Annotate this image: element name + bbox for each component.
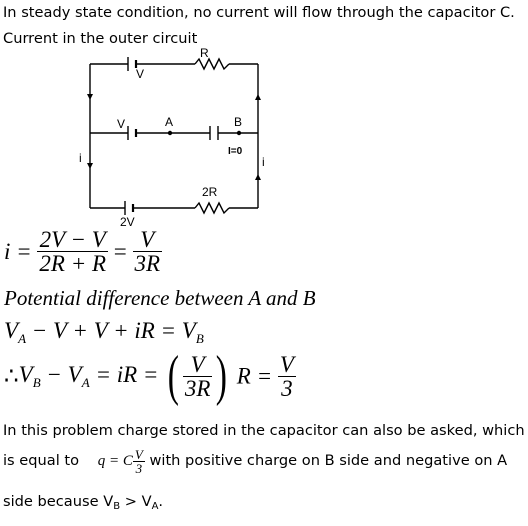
eq3-fraction-inner <box>183 353 213 400</box>
footer-line3-end: . <box>158 493 164 510</box>
eq3-va-sub: A <box>81 375 90 390</box>
footer-line-3 <box>3 493 163 513</box>
intro-line-1: In steady state condition, no current will flow through the capacitor C. <box>3 4 515 21</box>
label-I0: I=0 <box>228 146 243 157</box>
footer-line2-pre: is equal to <box>3 452 80 470</box>
eq1-den1: 2R + R <box>39 251 107 276</box>
eq2-va-sub: A <box>18 331 27 346</box>
resistor-R <box>195 59 229 69</box>
eq3-res-den: 3 <box>278 376 296 400</box>
equation-current <box>4 228 162 275</box>
eq3-minus-v: − V <box>40 362 82 387</box>
equation-kvl <box>4 318 204 347</box>
eq3-after: R = <box>236 363 273 389</box>
arrow-right-up-1 <box>255 94 261 100</box>
q-den: 3 <box>133 461 145 475</box>
intro-line-2: Current in the outer circuit <box>3 30 198 47</box>
label-A: A <box>165 115 174 129</box>
eq2-vb-sub: B <box>195 331 204 346</box>
label-2R: 2R <box>202 185 218 199</box>
potential-heading: Potential difference between A and B <box>4 286 316 310</box>
label-R: R <box>200 46 209 60</box>
eq1-den2: 3R <box>134 251 161 276</box>
footer-line3-pre: side because V <box>3 493 114 510</box>
eq3-frac-den: 3R <box>184 375 211 401</box>
q-num: V <box>134 447 143 462</box>
label-B: B <box>234 115 243 129</box>
footer-line2-post: with positive charge on B side and negative on A <box>149 452 508 470</box>
eq3-res-num: V <box>279 351 294 377</box>
arrow-left-down-2 <box>87 163 93 169</box>
eq2-va: V <box>4 318 19 343</box>
footer-line-2 <box>3 448 507 475</box>
right-paren: ) <box>216 345 228 407</box>
footer-line-1: In this problem charge stored in the capacitor can also be asked, which <box>3 422 525 439</box>
circuit-diagram <box>0 0 528 230</box>
eq3-vb-sub: B <box>32 375 41 390</box>
q-formula-lhs: q = C <box>97 453 133 469</box>
q-formula-fraction <box>133 448 145 475</box>
label-i-right: i <box>262 155 265 169</box>
eq3-frac-num: V <box>190 351 205 377</box>
label-i-left: i <box>79 151 82 165</box>
footer-va-sub: A <box>151 501 159 512</box>
eq3-mid: = iR = <box>89 362 159 387</box>
eq3-vb: V <box>18 362 33 387</box>
eq1-lhs: i = <box>4 239 32 264</box>
footer-line3-mid: > V <box>120 493 152 510</box>
therefore-symbol: ∴ <box>4 363 19 389</box>
eq1-num2: V <box>140 227 155 252</box>
label-V-top: V <box>136 67 145 81</box>
eq1-num1: 2V − V <box>39 227 106 252</box>
eq3-fraction-result <box>278 353 296 400</box>
arrow-left-down-1 <box>87 94 93 100</box>
footer-vb-sub: B <box>113 501 121 512</box>
node-B-dot <box>237 131 241 135</box>
resistor-2R <box>195 203 229 213</box>
arrow-right-up-2 <box>255 174 261 180</box>
left-paren: ( <box>167 345 180 407</box>
label-2V: 2V <box>120 215 135 229</box>
eq1-fraction-1 <box>37 228 108 275</box>
eq1-fraction-2 <box>133 228 163 275</box>
eq1-equals: = <box>113 239 127 264</box>
node-A-dot <box>168 131 172 135</box>
label-V-mid: V <box>117 117 126 131</box>
eq2-rest: − V + V + iR = V <box>26 318 196 343</box>
equation-potential-diff <box>4 345 296 407</box>
